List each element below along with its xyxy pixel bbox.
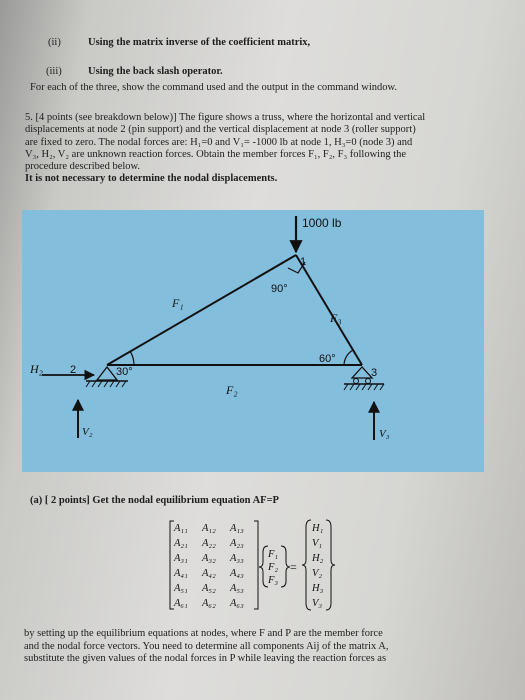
- vector-p-cell: V₁: [312, 538, 323, 549]
- footer-paragraph: [24, 628, 504, 666]
- vector-p-right-brace: [326, 520, 335, 610]
- matrix-a-cell: A₅₁: [174, 583, 188, 594]
- vector-p-cell: H₂: [312, 553, 324, 564]
- item-iii-label: (iii): [46, 66, 62, 77]
- angle-arc-left: [130, 351, 134, 365]
- problem-line: procedure described below.: [25, 161, 141, 173]
- matrix-a-cell: A₁₁: [174, 523, 188, 534]
- item-ii-label: (ii): [48, 37, 61, 48]
- matrix-a-cell: A₁₂: [202, 523, 216, 534]
- f1-label: F₁: [172, 296, 184, 310]
- pin-ground-hatch: [86, 381, 126, 387]
- matrix-a-cell: A₄₂: [202, 568, 216, 579]
- vector-f-left-brace: [259, 546, 268, 587]
- matrix-a-cell: A₃₂: [202, 553, 216, 564]
- problem-line: are fixed to zero. The nodal forces are: H₁=0 and V₁= -1000 lb at node 1, H₃=0 (node 3) and: [25, 136, 413, 148]
- roller-wheel: [366, 379, 371, 384]
- truss-figure: [22, 210, 484, 472]
- item-iii-text: Using the back slash operator.: [88, 66, 223, 77]
- item-ii-text: Using the matrix inverse of the coefficient matrix,: [88, 37, 311, 48]
- h2-label: H₂: [30, 362, 43, 376]
- equals-sign: =: [290, 560, 297, 574]
- instruction-text: For each of the three, show the command used and the output in the command window.: [30, 82, 398, 93]
- matrix-equation: [168, 518, 368, 613]
- footer-line: substitute the given values of the nodal forces in P while leaving the reaction forces as: [24, 653, 387, 664]
- vector-f-cell: F₂: [268, 562, 279, 573]
- matrix-a-cell: A₂₃: [230, 538, 244, 549]
- matrix-a-cell: A₆₂: [202, 598, 216, 609]
- member-f3: [296, 255, 362, 365]
- roller-ground-hatch: [344, 384, 384, 390]
- part-a-heading: (a) [ 2 points] Get the nodal equilibrium equation AF=P: [30, 495, 279, 506]
- v3-label: V₃: [379, 428, 390, 440]
- pin-support: [97, 367, 117, 380]
- vector-p-cell: H₁: [312, 523, 324, 534]
- vector-p-cell: V₂: [312, 568, 323, 579]
- problem-line: V₃, H₂, V₂ are unknown reaction forces. Obtain the member forces F₁, F₂, F₃ following the: [25, 148, 407, 160]
- angle-right-label: 60°: [319, 353, 336, 365]
- matrix-a-cell: A₂₁: [174, 538, 188, 549]
- vector-p-cell: V₃: [312, 598, 323, 609]
- matrix-a-cell: A₁₃: [230, 523, 244, 534]
- matrix-a-cell: A₆₃: [230, 598, 244, 609]
- vector-p-cell: H₃: [312, 583, 324, 594]
- node-1-label: 1: [300, 256, 307, 268]
- matrix-a-cell: A₃₁: [174, 553, 188, 564]
- matrix-a-cell: A₅₂: [202, 583, 216, 594]
- matrix-a-cell: A₄₁: [174, 568, 188, 579]
- footer-line: by setting up the equilibrium equations at nodes, where F and P are the member force: [24, 628, 383, 639]
- load-label: 1000 lb: [302, 216, 342, 230]
- truss-diagram: [22, 210, 484, 472]
- member-f1: [107, 255, 296, 365]
- angle-left-label: 30°: [116, 366, 133, 378]
- node-3-label: 3: [371, 367, 378, 379]
- problem-note: It is not necessary to determine the nodal displacements.: [25, 173, 278, 185]
- matrix-a-cell: A₄₃: [230, 568, 244, 579]
- matrix-a-left-bracket: [170, 521, 174, 609]
- vector-f-cell: F₃: [268, 575, 279, 586]
- node-2-label: 2: [70, 364, 77, 376]
- roller-wheel: [354, 379, 359, 384]
- problem-line: displacements at node 2 (pin support) and the vertical displacement at node 3 (roller support): [25, 124, 416, 136]
- matrix-a-cell: A₃₃: [230, 553, 244, 564]
- matrix-a-cell: A₅₃: [230, 583, 244, 594]
- vector-p-left-brace: [302, 520, 311, 610]
- matrix-svg: [168, 518, 368, 613]
- vector-f-cell: F₁: [268, 549, 279, 560]
- v2-label: V₂: [82, 426, 93, 438]
- angle-arc-right: [344, 350, 353, 365]
- problem-statement: [25, 112, 495, 186]
- footer-line: and the nodal force vectors. You need to determine all components Aij of the matrix A,: [24, 640, 389, 652]
- matrix-a-right-bracket: [254, 521, 258, 609]
- f2-label: F₂: [226, 383, 238, 397]
- angle-top-label: 90°: [271, 283, 288, 295]
- matrix-a-cell: A₆₁: [174, 598, 188, 609]
- roller-support: [352, 367, 372, 378]
- f3-label: F₃: [330, 311, 342, 325]
- matrix-a-cell: A₂₂: [202, 538, 216, 549]
- problem-line: 5. [4 points (see breakdown below)] The figure shows a truss, where the horizontal and vertical: [25, 112, 426, 123]
- vector-f-right-brace: [281, 546, 290, 587]
